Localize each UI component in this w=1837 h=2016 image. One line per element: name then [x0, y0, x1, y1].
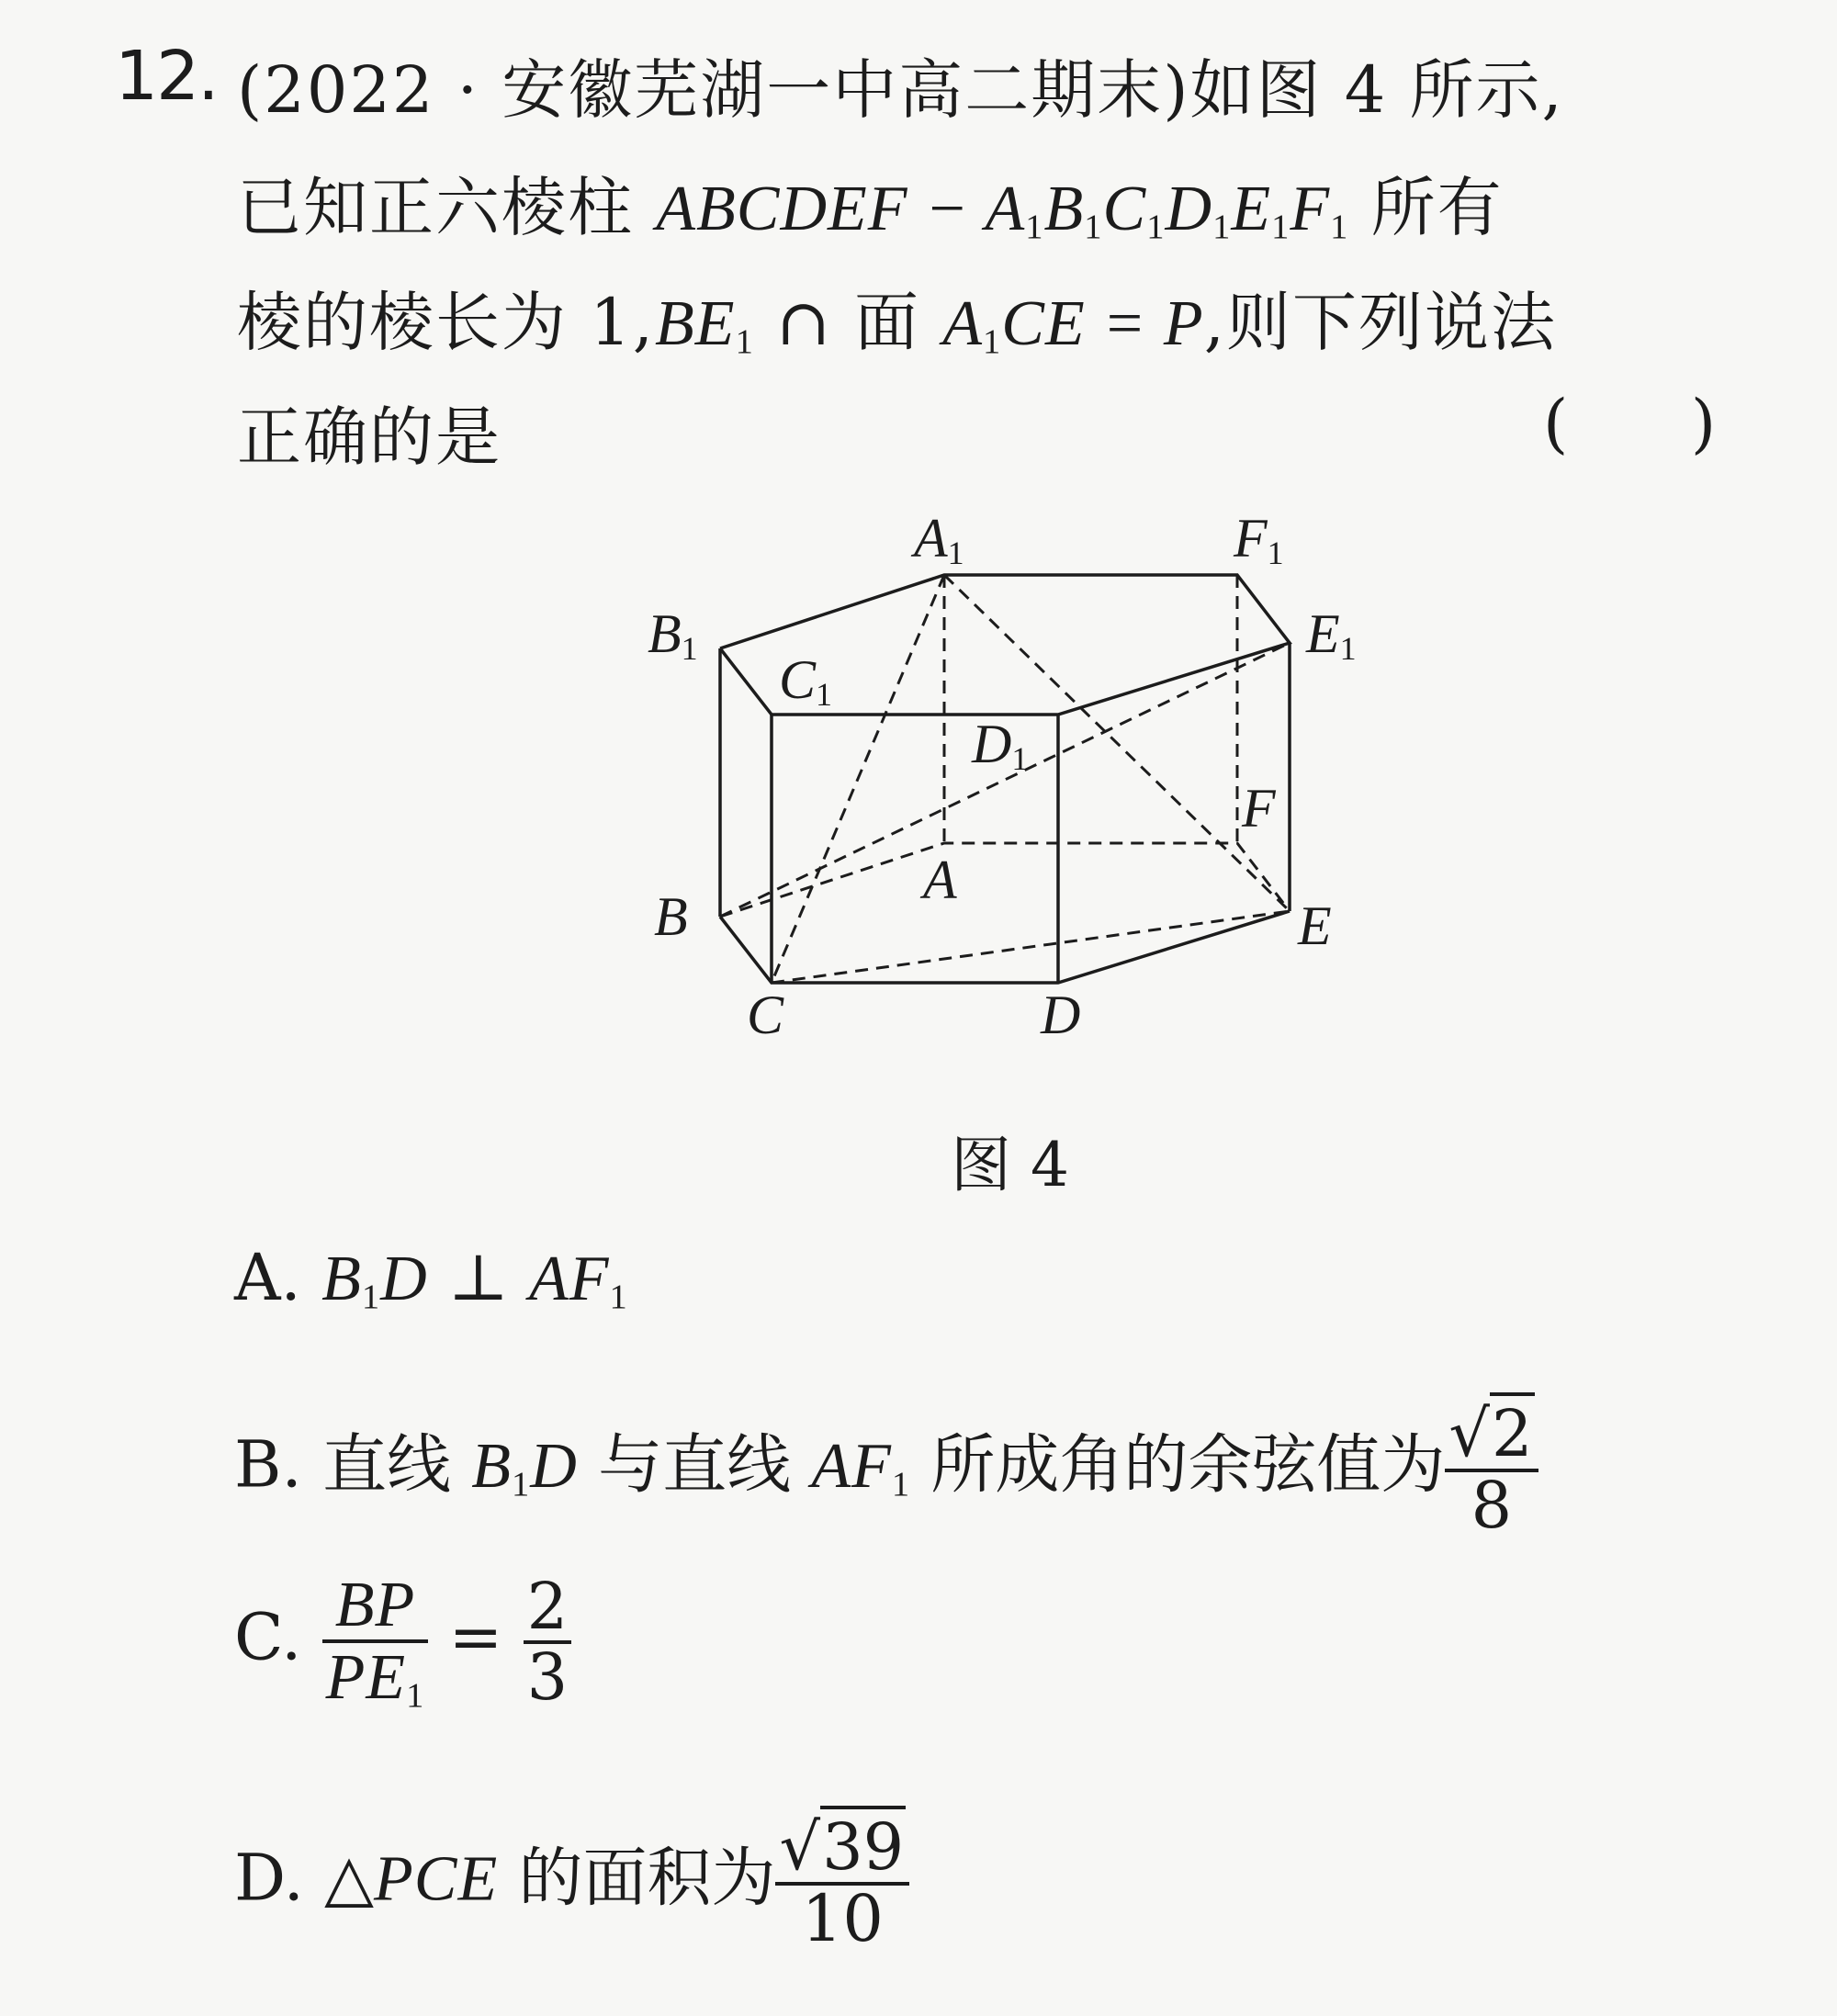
figure-caption: 图 4	[951, 1130, 1069, 1200]
label-A: A	[923, 850, 957, 910]
fraction-sqrt2-over-8: $\frac{√2}{8}$	[1445, 1401, 1538, 1539]
label-C: C	[747, 985, 784, 1045]
question-number: 12.	[115, 37, 218, 116]
question-line-2: 已知正六棱柱 ABCDEF − $A_1B_1C_1D_1E_1F_1$ 所有	[237, 170, 1504, 247]
option-b[interactable]: B. 直线 $B_1D$ 与直线 $AF_1$ 所成角的余弦值为 $\frac{√2}{8}$	[234, 1401, 1538, 1539]
question-line-3: 棱的棱长为 $1,BE_1$ ∩ 面 $A_1CE = P$,则下列说法	[237, 285, 1557, 362]
fraction-sqrt39-over-10: $\frac{√39}{10}$	[775, 1814, 909, 1953]
fraction-2-over-3: $\frac{2}{3}$	[524, 1573, 572, 1712]
label-B1: B1	[648, 603, 698, 667]
label-F: F	[1242, 778, 1276, 839]
fraction-bp-over-pe1: $\frac{BP}{PE_1}$	[322, 1571, 429, 1715]
question-line-1: (2022 · 安徽芜湖一中高二期末)如图 4 所示,	[237, 52, 1564, 128]
label-B: B	[654, 886, 688, 947]
option-c[interactable]: C. $\frac{BP}{PE_1}$ = $\frac{2}{3}$	[234, 1571, 571, 1715]
label-D1: D1	[972, 714, 1029, 777]
hexagonal-prism-figure	[625, 514, 1378, 1065]
option-a[interactable]: A. $B_1D$ ⊥ $AF_1$	[234, 1240, 628, 1317]
label-E1: E1	[1306, 603, 1357, 667]
option-d[interactable]: D. △PCE 的面积为 $\frac{√39}{10}$	[234, 1814, 909, 1953]
answer-parentheses: ( )	[1543, 386, 1717, 461]
label-A1: A1	[914, 514, 964, 571]
label-C1: C1	[779, 649, 833, 713]
label-E: E	[1298, 895, 1332, 956]
label-F1: F1	[1234, 514, 1284, 571]
question-line-4: 正确的是	[237, 400, 502, 475]
label-D: D	[1041, 985, 1081, 1045]
